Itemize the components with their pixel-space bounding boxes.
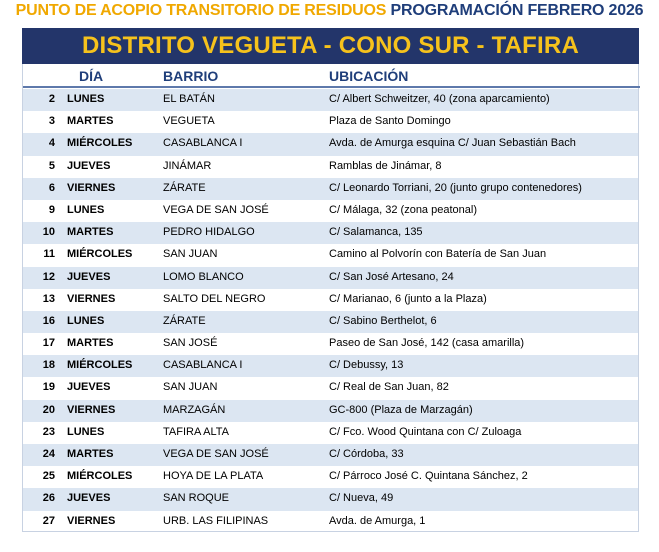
barrio-cell: CASABLANCA I [163, 359, 243, 372]
day-number: 27 [42, 514, 55, 527]
ubicacion-cell: C/ Marianao, 6 (junto a la Plaza) [329, 292, 487, 305]
table-row [23, 422, 638, 444]
title-part-2: PROGRAMACIÓN FEBRERO 2026 [390, 2, 644, 19]
district-banner: DISTRITO VEGUETA - CONO SUR - TAFIRA [22, 28, 639, 64]
weekday: JUEVES [67, 381, 111, 394]
barrio-cell: VEGUETA [163, 115, 215, 128]
weekday: LUNES [67, 425, 105, 438]
ubicacion-cell: C/ Fco. Wood Quintana con C/ Zuloaga [329, 425, 522, 438]
ubicacion-cell: C/ Debussy, 13 [329, 359, 404, 372]
weekday: JUEVES [67, 159, 111, 172]
table-row [23, 377, 638, 399]
table-row [23, 133, 638, 155]
barrio-cell: VEGA DE SAN JOSÉ [163, 203, 269, 216]
weekday: VIERNES [67, 403, 116, 416]
ubicacion-cell: Paseo de San José, 142 (casa amarilla) [329, 337, 525, 350]
weekday: VIERNES [67, 292, 116, 305]
day-number: 23 [42, 425, 55, 438]
day-number: 10 [42, 226, 55, 239]
title-part-1: PUNTO DE ACOPIO TRANSITORIO DE RESIDUOS [15, 2, 387, 19]
barrio-cell: SAN JUAN [163, 248, 218, 261]
weekday: LUNES [67, 314, 105, 327]
weekday: LUNES [67, 203, 105, 216]
barrio-cell: HOYA DE LA PLATA [163, 470, 264, 483]
table-row [23, 511, 638, 533]
barrio-cell: SAN JOSÉ [163, 337, 218, 350]
day-number: 26 [42, 492, 55, 505]
barrio-cell: TAFIRA ALTA [163, 425, 230, 438]
table-row [23, 111, 638, 133]
page-title [0, 2, 659, 20]
ubicacion-cell: C/ Málaga, 32 (zona peatonal) [329, 203, 477, 216]
ubicacion-cell: Ramblas de Jinámar, 8 [329, 159, 442, 172]
barrio-cell: CASABLANCA I [163, 137, 243, 150]
ubicacion-cell: C/ Nueva, 49 [329, 492, 394, 505]
day-number: 6 [48, 181, 55, 194]
ubicacion-cell: C/ Salamanca, 135 [329, 226, 423, 239]
weekday: VIERNES [67, 514, 116, 527]
table-row [23, 355, 638, 377]
weekday: MARTES [67, 337, 114, 350]
column-header-dia: DÍA [79, 68, 104, 84]
weekday: LUNES [67, 93, 105, 105]
ubicacion-cell: C/ Albert Schweitzer, 40 (zona aparcamiento) [329, 93, 550, 105]
ubicacion-cell: GC-800 (Plaza de Marzagán) [329, 403, 473, 416]
day-number: 13 [42, 292, 55, 305]
table-row [23, 156, 638, 178]
weekday: VIERNES [67, 181, 116, 194]
barrio-cell: ZÁRATE [163, 314, 206, 327]
day-number: 25 [42, 470, 55, 483]
column-header-barrio: BARRIO [163, 68, 219, 84]
ubicacion-cell: Plaza de Santo Domingo [329, 115, 451, 128]
barrio-cell: LOMO BLANCO [163, 270, 244, 283]
day-number: 19 [42, 381, 55, 394]
weekday: MIÉRCOLES [67, 359, 133, 372]
ubicacion-cell: C/ San José Artesano, 24 [329, 270, 454, 283]
barrio-cell: JINÁMAR [163, 159, 212, 172]
ubicacion-cell: C/ Real de San Juan, 82 [329, 381, 449, 394]
column-header-ubicacion: UBICACIÓN [329, 68, 409, 84]
weekday: MIÉRCOLES [67, 137, 133, 150]
barrio-cell: VEGA DE SAN JOSÉ [163, 448, 269, 460]
table-row [23, 466, 638, 488]
weekday: MARTES [67, 226, 114, 239]
weekday: JUEVES [67, 270, 111, 283]
table-row [23, 222, 638, 244]
table-row [23, 289, 638, 311]
day-number: 5 [48, 159, 55, 172]
table-row [23, 311, 638, 333]
table-header [23, 64, 640, 88]
ubicacion-cell: Camino al Polvorín con Batería de San Juan [329, 248, 547, 261]
day-number: 16 [42, 314, 55, 327]
ubicacion-cell: Avda. de Amurga esquina C/ Juan Sebastián Bach [329, 137, 576, 150]
barrio-cell: ZÁRATE [163, 181, 206, 194]
table-row [23, 333, 638, 355]
barrio-cell: SALTO DEL NEGRO [163, 292, 266, 305]
ubicacion-cell: C/ Leonardo Torriani, 20 (junto grupo contenedores) [329, 181, 582, 194]
barrio-cell: URB. LAS FILIPINAS [163, 514, 269, 527]
ubicacion-cell: C/ Córdoba, 33 [329, 448, 404, 460]
table-row [23, 200, 638, 222]
day-number: 3 [48, 115, 55, 128]
day-number: 12 [42, 270, 55, 283]
ubicacion-cell: Avda. de Amurga, 1 [329, 514, 426, 527]
table-row [23, 178, 638, 200]
weekday: MIÉRCOLES [67, 470, 133, 483]
table-row [23, 267, 638, 289]
barrio-cell: SAN JUAN [163, 381, 218, 394]
barrio-cell: MARZAGÁN [163, 403, 226, 416]
day-number: 9 [48, 203, 55, 216]
weekday: MIÉRCOLES [67, 248, 133, 261]
day-number: 2 [48, 93, 55, 105]
ubicacion-cell: C/ Sabino Berthelot, 6 [329, 314, 437, 327]
barrio-cell: EL BATÁN [163, 93, 215, 105]
weekday: JUEVES [67, 492, 111, 505]
barrio-cell: SAN ROQUE [163, 492, 230, 505]
day-number: 17 [42, 337, 55, 350]
table-row [23, 444, 638, 466]
day-number: 20 [42, 403, 55, 416]
weekday: MARTES [67, 448, 114, 460]
schedule-table [22, 64, 639, 532]
day-number: 11 [43, 248, 55, 261]
table-row [23, 244, 638, 266]
day-number: 24 [42, 448, 55, 460]
weekday: MARTES [67, 115, 114, 128]
ubicacion-cell: C/ Párroco José C. Quintana Sánchez, 2 [329, 470, 528, 483]
table-row [23, 400, 638, 422]
day-number: 4 [48, 137, 55, 150]
table-row [23, 89, 638, 111]
day-number: 18 [42, 359, 55, 372]
table-row [23, 488, 638, 510]
table-body [23, 89, 638, 533]
barrio-cell: PEDRO HIDALGO [163, 226, 255, 239]
